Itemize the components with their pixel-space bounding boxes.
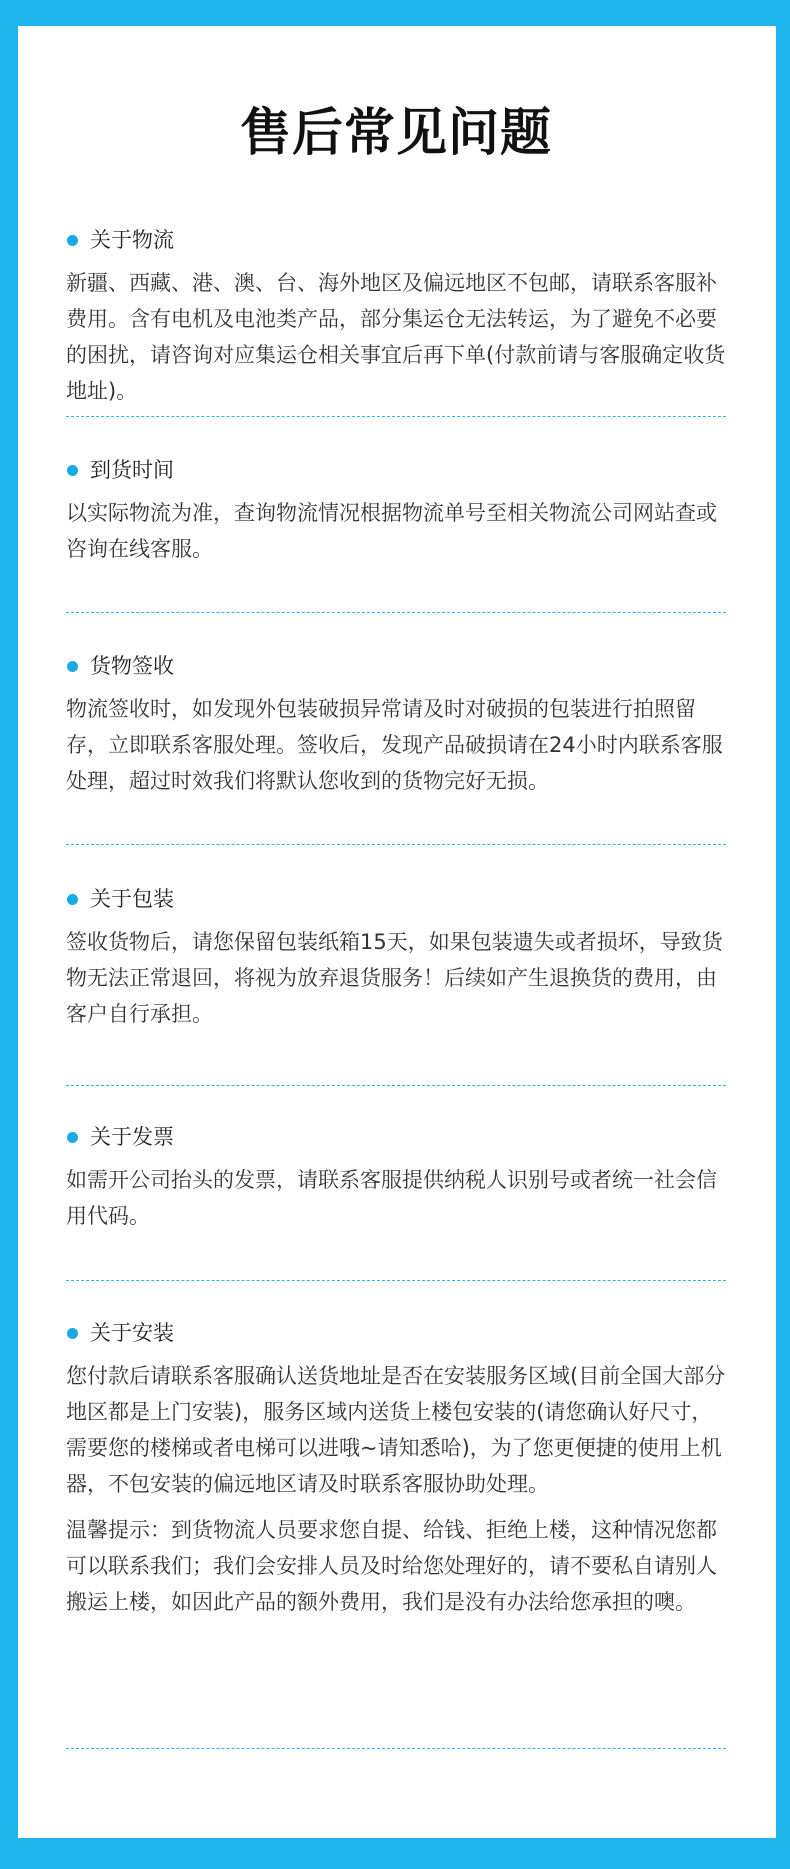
section-heading-text: 到货时间 <box>90 458 174 482</box>
section-body: 物流签收时，如发现外包装破损异常请及时对破损的包装进行拍照留存，立即联系客服处理。签收后，发现产品破损请在24小时内联系客服处理，超过时效我们将默认您收到的货物完好无损。 <box>66 697 723 793</box>
faq-section-arrival-time <box>66 417 726 613</box>
section-heading <box>66 652 726 680</box>
bullet-dot-icon <box>67 235 78 246</box>
section-heading-text: 关于物流 <box>90 228 174 252</box>
section-heading <box>66 1123 726 1151</box>
faq-section-logistics <box>66 196 726 417</box>
section-heading <box>66 885 726 913</box>
section-body: 以实际物流为准，查询物流情况根据物流单号至相关物流公司网站查或咨询在线客服。 <box>66 501 717 561</box>
section-body: 如需开公司抬头的发票，请联系客服提供纳税人识别号或者统一社会信用代码。 <box>66 1168 717 1228</box>
bullet-dot-icon <box>67 1328 78 1339</box>
section-note: 温馨提示：到货物流人员要求您自提、给钱、拒绝上楼，这种情况您都可以联系我们；我们会安排人员及时给您处理好的，请不要私自请别人搬运上楼，如因此产品的额外费用，我们是没有办法给您承担的噢。 <box>66 1518 717 1614</box>
bullet-dot-icon <box>67 661 78 672</box>
section-heading <box>66 1319 726 1347</box>
faq-section-installation <box>66 1281 726 1749</box>
section-body: 签收货物后，请您保留包装纸箱15天，如果包装遗失或者损坏，导致货物无法正常退回，将视为放弃退货服务！后续如产生退换货的费用，由客户自行承担。 <box>66 930 723 1026</box>
section-body: 新疆、西藏、港、澳、台、海外地区及偏远地区不包邮，请联系客服补费用。含有电机及电池类产品，部分集运仓无法转运，为了避免不必要的困扰，请咨询对应集运仓相关事宜后再下单(付款前请与客服确定收货地址)。 <box>66 271 726 403</box>
section-heading <box>66 226 726 254</box>
faq-section-invoice <box>66 1086 726 1281</box>
section-heading-text: 货物签收 <box>90 654 174 678</box>
bullet-dot-icon <box>67 465 78 476</box>
faq-panel <box>18 26 776 1838</box>
section-heading <box>66 456 726 484</box>
bullet-dot-icon <box>67 894 78 905</box>
faq-section-signing <box>66 613 726 845</box>
faq-section-packaging <box>66 845 726 1086</box>
section-heading-text: 关于发票 <box>90 1125 174 1149</box>
section-heading-text: 关于包装 <box>90 887 174 911</box>
section-body: 您付款后请联系客服确认送货地址是否在安装服务区域(目前全国大部分地区都是上门安装)，服务区域内送货上楼包安装的(请您确认好尺寸，需要您的楼梯或者电梯可以进哦~请知悉哈)，为了您更便捷的使用上机器，不包安装的偏远地区请及时联系客服协助处理。 <box>66 1364 726 1496</box>
page-title: 售后常见问题 <box>239 104 552 163</box>
bullet-dot-icon <box>67 1132 78 1143</box>
section-heading-text: 关于安装 <box>90 1321 174 1345</box>
